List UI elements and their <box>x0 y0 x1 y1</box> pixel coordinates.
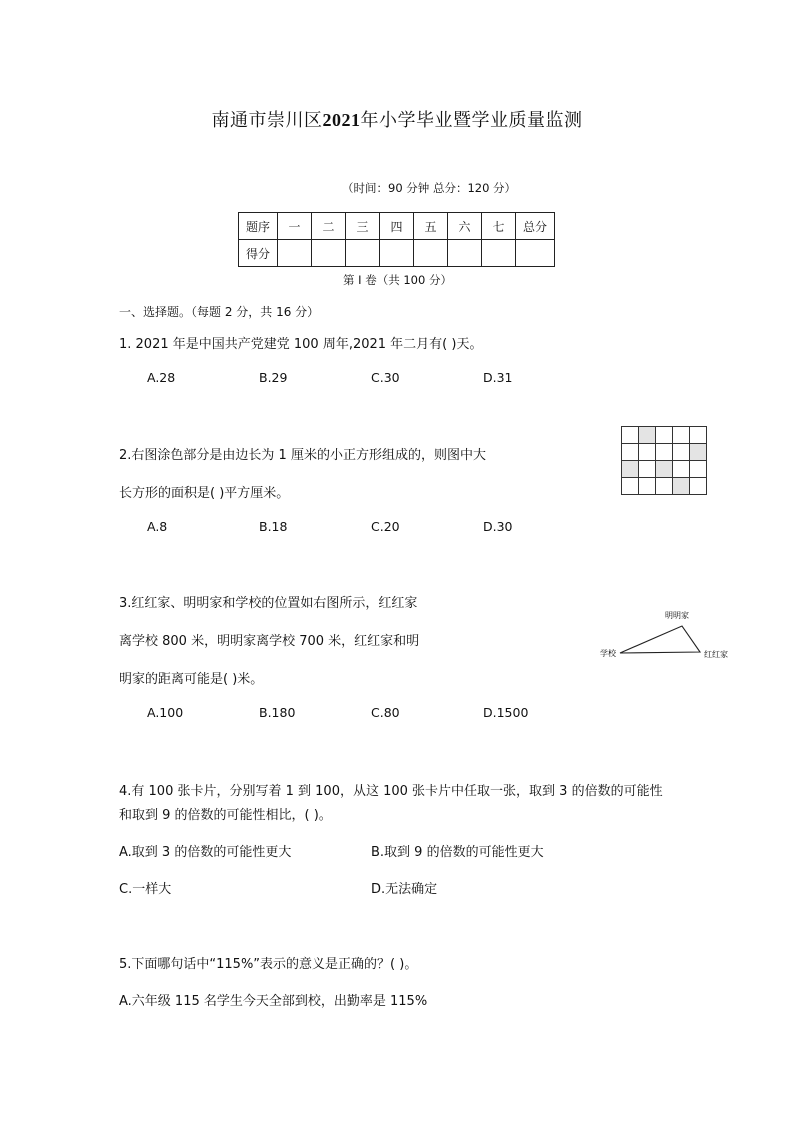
score-input-cell[interactable] <box>346 240 380 267</box>
score-header-cell: 题序 <box>239 213 278 240</box>
label-school: 学校 <box>600 649 616 658</box>
score-header-cell: 四 <box>380 213 414 240</box>
page-title: 南通市崇川区2021年小学毕业暨学业质量监测 <box>211 110 583 131</box>
q3-option-c[interactable]: C.80 <box>371 705 400 720</box>
q1-option-d[interactable]: D.31 <box>483 370 513 385</box>
score-header-cell: 七 <box>482 213 516 240</box>
q2-option-c[interactable]: C.20 <box>371 519 400 534</box>
q4-option-c[interactable]: C.一样大 <box>119 882 172 897</box>
triangle-shape <box>620 626 700 653</box>
q1-option-b[interactable]: B.29 <box>259 370 288 385</box>
label-mingming-home: 明明家 <box>665 611 689 620</box>
q4-option-a[interactable]: A.取到 3 的倍数的可能性更大 <box>119 845 292 860</box>
question-3-line-3: 明家的距离可能是( )米。 <box>119 672 264 687</box>
q1-option-c[interactable]: C.30 <box>371 370 400 385</box>
score-header-cell: 总分 <box>516 213 555 240</box>
question-4-line-2: 和取到 9 的倍数的可能性相比，( )。 <box>119 808 332 823</box>
score-input-cell[interactable] <box>312 240 346 267</box>
location-triangle-figure <box>596 606 746 662</box>
score-input-cell[interactable] <box>448 240 482 267</box>
q2-option-a[interactable]: A.8 <box>147 519 168 534</box>
score-input-cell[interactable] <box>414 240 448 267</box>
score-input-cell[interactable] <box>482 240 516 267</box>
score-header-cell: 二 <box>312 213 346 240</box>
score-header-cell: 五 <box>414 213 448 240</box>
question-4-line-1: 4.有 100 张卡片，分别写着 1 到 100，从这 100 张卡片中任取一张，取到 3 的倍数的可能性 <box>119 784 663 799</box>
score-input-cell[interactable] <box>516 240 555 267</box>
score-table-score-row <box>239 240 555 267</box>
question-2-line-2: 长方形的面积是( )平方厘米。 <box>119 486 290 501</box>
q3-option-d[interactable]: D.1500 <box>483 705 529 720</box>
score-header-cell: 六 <box>448 213 482 240</box>
section-heading: 一、选择题。（每题 2 分，共 16 分） <box>119 305 320 319</box>
question-1: 1. 2021 年是中国共产党建党 100 周年,2021 年二月有( )天。 <box>119 337 483 352</box>
score-table-header-row <box>239 213 555 240</box>
score-header-cell: 一 <box>278 213 312 240</box>
shaded-square-grid-figure <box>621 426 707 495</box>
exam-meta: （时间：90 分钟 总分：120 分） <box>342 181 517 195</box>
question-5: 5.下面哪句话中“115%”表示的意义是正确的？( )。 <box>119 957 418 972</box>
q4-option-b[interactable]: B.取到 9 的倍数的可能性更大 <box>371 845 544 860</box>
q3-option-b[interactable]: B.180 <box>259 705 296 720</box>
question-2-line-1: 2.右图涂色部分是由边长为 1 厘米的小正方形组成的，则图中大 <box>119 448 486 463</box>
q5-option-a[interactable]: A.六年级 115 名学生今天全部到校，出勤率是 115% <box>119 994 428 1009</box>
score-table <box>238 212 555 267</box>
volume-heading: 第 I 卷（共 100 分） <box>343 273 452 287</box>
q2-option-b[interactable]: B.18 <box>259 519 288 534</box>
q2-option-d[interactable]: D.30 <box>483 519 513 534</box>
score-header-cell: 三 <box>346 213 380 240</box>
question-3-line-2: 离学校 800 米，明明家离学校 700 米，红红家和明 <box>119 634 420 649</box>
q4-option-d[interactable]: D.无法确定 <box>371 882 438 897</box>
q1-option-a[interactable]: A.28 <box>147 370 176 385</box>
label-honghong-home: 红红家 <box>704 650 728 659</box>
q3-option-a[interactable]: A.100 <box>147 705 184 720</box>
question-3-line-1: 3.红红家、明明家和学校的位置如右图所示，红红家 <box>119 596 418 611</box>
score-row-label: 得分 <box>239 240 278 267</box>
score-input-cell[interactable] <box>380 240 414 267</box>
score-input-cell[interactable] <box>278 240 312 267</box>
